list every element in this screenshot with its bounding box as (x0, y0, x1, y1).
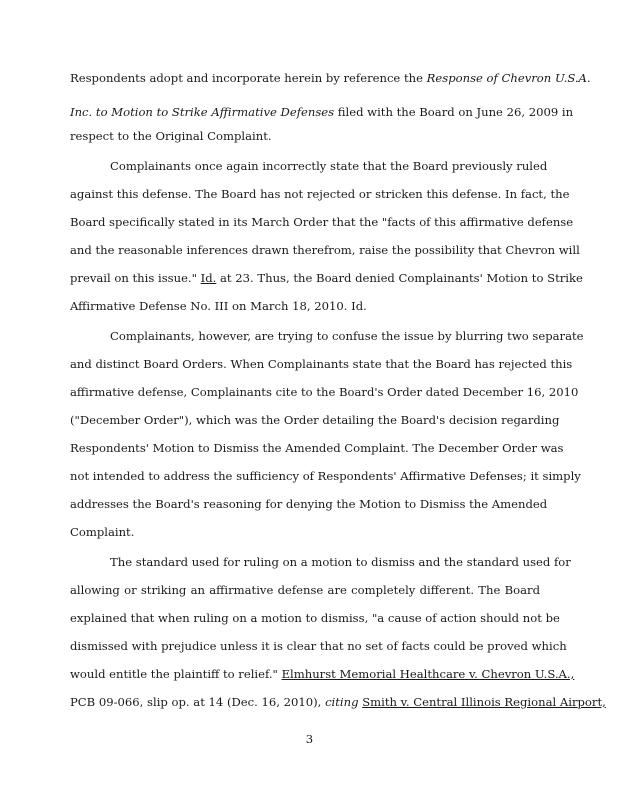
p2-line-1: Complainants once again incorrectly state that the Board previously ruled (110, 159, 548, 173)
p1-text: filed with the Board on June 26, 2009 in (334, 105, 574, 119)
p4-line-1: The standard used for ruling on a motion to dismiss and the standard used for (110, 555, 571, 569)
p2-text: prevail on this issue." (70, 271, 201, 285)
p1-case-title: Response of Chevron U.S.A. (426, 71, 591, 85)
p4-line-6 (70, 694, 606, 710)
p4-signal: citing (325, 695, 359, 709)
p2-citation-id: Id. (200, 271, 217, 285)
p3-line-1: Complainants, however, are trying to confuse the issue by blurring two separate (110, 329, 584, 343)
p3-line-6: not intended to address the sufficiency of Respondents' Affirmative Defenses; it simply (70, 469, 581, 483)
p2-line-4: and the reasonable inferences drawn therefrom, raise the possibility that Chevron will (70, 243, 580, 257)
p2-line-2: against this defense. The Board has not rejected or stricken this defense. In fact, the (70, 187, 570, 201)
p4-line-3: explained that when ruling on a motion to dismiss, "a cause of action should not be (70, 611, 560, 625)
p4-line-4: dismissed with prejudice unless it is clear that no set of facts could be proved which (70, 639, 567, 653)
p1-line-1 (70, 70, 591, 86)
p2-text: at 23. Thus, the Board denied Complainants' Motion to Strike (216, 271, 583, 285)
p2-line-3: Board specifically stated in its March Order that the "facts of this affirmative defense (70, 215, 574, 229)
p1-text: Respondents adopt and incorporate herein by reference the (70, 71, 427, 85)
p4-case-citation: Elmhurst Memorial Healthcare v. Chevron U.S.A., (281, 667, 575, 681)
p4-text: would entitle the plaintiff to relief." (70, 667, 282, 681)
p3-line-2: and distinct Board Orders. When Complainants state that the Board has rejected this (70, 357, 573, 371)
p1-case-title-cont: Inc. to Motion to Strike Affirmative Defenses (70, 105, 335, 119)
p3-line-4: ("December Order"), which was the Order detailing the Board's decision regarding (70, 413, 560, 427)
p4-line-2: allowing or striking an affirmative defense are completely different. The Board (70, 583, 540, 597)
p4-text: PCB 09-066, slip op. at 14 (Dec. 16, 2010), (70, 695, 326, 709)
p3-line-8: Complaint. (70, 525, 135, 539)
p4-case-citation: Smith v. Central Illinois Regional Airport, (362, 695, 606, 709)
p2-line-6: Affirmative Defense No. III on March 18, 2010. Id. (70, 299, 367, 313)
page-number: 3 (305, 732, 314, 746)
p3-line-7: addresses the Board's reasoning for denying the Motion to Dismiss the Amended (70, 497, 548, 511)
p3-line-5: Respondents' Motion to Dismiss the Amended Complaint. The December Order was (70, 441, 564, 455)
p4-line-5 (70, 666, 575, 682)
p1-line-3: respect to the Original Complaint. (70, 129, 272, 143)
p1-line-2 (70, 104, 574, 120)
p2-line-5 (70, 270, 583, 286)
p3-line-3: affirmative defense, Complainants cite to the Board's Order dated December 16, 2010 (70, 385, 579, 399)
